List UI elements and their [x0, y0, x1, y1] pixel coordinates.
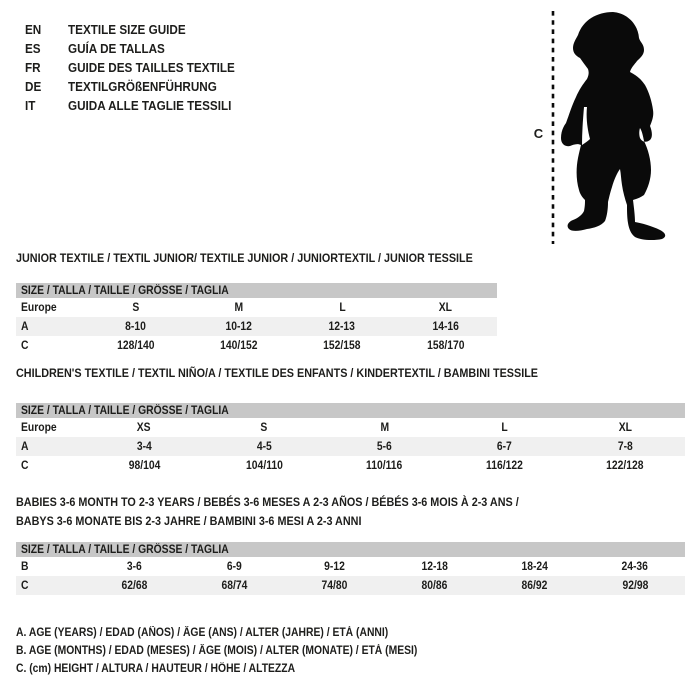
language-title-list: [25, 20, 253, 115]
baby-silhouette-icon: [535, 8, 675, 246]
size-cell: L: [338, 301, 346, 314]
value-cell: 122/128: [606, 459, 644, 472]
value-cell: 3-4: [136, 440, 152, 453]
size-cell: M: [380, 421, 389, 434]
value-cell: 140/152: [220, 339, 258, 352]
row-label: B: [21, 560, 29, 573]
size-cell: XS: [137, 421, 151, 434]
table-row-europe: [16, 298, 497, 317]
value-cell: 104/110: [245, 459, 283, 472]
language-row-en: [25, 20, 253, 39]
row-label: C: [21, 339, 29, 352]
note-age-years: A. AGE (YEARS) / EDAD (AÑOS) / ÂGE (ANS) / ALTER (JAHRE) / ETÀ (ANNI): [16, 627, 389, 639]
table-row-height: [16, 336, 497, 355]
size-cell: S: [260, 421, 268, 434]
row-label: Europe: [21, 421, 57, 434]
table-row-europe: [16, 418, 685, 437]
language-code: ES: [25, 41, 41, 56]
junior-table-title: JUNIOR TEXTILE / TEXTIL JUNIOR/ TEXTILE JUNIOR / JUNIORTEXTIL / JUNIOR TESSILE: [16, 251, 473, 265]
size-cell: XL: [618, 421, 632, 434]
baby-height-figure: [531, 6, 697, 248]
value-cell: 12-13: [328, 320, 356, 333]
row-label: A: [21, 320, 29, 333]
table-row-height: [16, 456, 685, 475]
size-cell: M: [234, 301, 244, 314]
size-header-bar: SIZE / TALLA / TAILLE / GRÖSSE / TAGLIA: [16, 403, 685, 418]
value-cell: 62/68: [121, 579, 148, 592]
language-title: GUIDA ALLE TAGLIE TESSILI: [68, 98, 232, 113]
language-row-es: [25, 39, 253, 58]
value-cell: 92/98: [621, 579, 648, 592]
row-label: Europe: [21, 301, 57, 314]
value-cell: 12-18: [421, 560, 448, 573]
language-code: EN: [25, 22, 42, 37]
value-cell: 116/122: [486, 459, 524, 472]
note-age-months: B. AGE (MONTHS) / EDAD (MESES) / ÂGE (MOIS) / ALTER (MONATE) / ETÀ (MESI): [16, 645, 418, 657]
value-cell: 6-9: [226, 560, 242, 573]
size-cell: S: [132, 301, 140, 314]
value-cell: 152/158: [323, 339, 361, 352]
value-cell: 86/92: [521, 579, 548, 592]
language-title: TEXTILGRÖßENFÜHRUNG: [68, 79, 217, 94]
value-cell: 6-7: [497, 440, 513, 453]
language-title: TEXTILE SIZE GUIDE: [68, 22, 186, 37]
value-cell: 3-6: [126, 560, 142, 573]
height-measure-label: C: [533, 126, 544, 141]
value-cell: 9-12: [324, 560, 345, 573]
row-label: C: [21, 459, 29, 472]
value-cell: 4-5: [256, 440, 272, 453]
babies-size-table: [16, 542, 685, 595]
language-row-de: [25, 77, 253, 96]
row-label: A: [21, 440, 29, 453]
row-label: C: [21, 579, 29, 592]
value-cell: 128/140: [116, 339, 155, 352]
children-size-table: [16, 403, 685, 475]
legend-notes: [16, 624, 462, 678]
value-cell: 24-36: [621, 560, 649, 573]
junior-size-table: [16, 283, 497, 355]
value-cell: 10-12: [225, 320, 253, 333]
language-code: DE: [25, 79, 42, 94]
language-title: GUIDE DES TAILLES TEXTILE: [68, 60, 235, 75]
size-header-bar: SIZE / TALLA / TAILLE / GRÖSSE / TAGLIA: [16, 542, 685, 557]
table-row-age: [16, 317, 497, 336]
children-table-title: CHILDREN'S TEXTILE / TEXTIL NIÑO/A / TEXTILE DES ENFANTS / KINDERTEXTIL / BAMBINI TESSILE: [16, 366, 539, 380]
value-cell: 74/80: [321, 579, 348, 592]
size-cell: L: [501, 421, 508, 434]
language-title: GUÍA DE TALLAS: [68, 41, 165, 56]
table-row-height: [16, 576, 685, 595]
table-row-age: [16, 437, 685, 456]
value-cell: 68/74: [221, 579, 248, 592]
note-height-cm: C. (cm) HEIGHT / ALTURA / HAUTEUR / HÖHE / ALTEZZA: [16, 663, 296, 675]
value-cell: 80/86: [421, 579, 448, 592]
value-cell: 14-16: [432, 320, 459, 333]
value-cell: 158/170: [426, 339, 465, 352]
language-row-fr: [25, 58, 253, 77]
value-cell: 5-6: [377, 440, 392, 453]
language-row-it: [25, 96, 253, 115]
value-cell: 8-10: [125, 320, 146, 333]
language-code: IT: [25, 98, 36, 113]
babies-table-title: BABIES 3-6 MONTH TO 2-3 YEARS / BEBÉS 3-6 MESES A 2-3 AÑOS / BÉBÉS 3-6 MOIS À 2-3 ANS / BABYS 3-6 MONATE BIS 2-3 JAHRE / BAMBINI 3-6 MESI A 2-3 ANNI: [16, 495, 519, 528]
size-cell: XL: [438, 301, 452, 314]
value-cell: 98/104: [128, 459, 160, 472]
language-code: FR: [25, 60, 41, 75]
value-cell: 7-8: [617, 440, 633, 453]
size-header-bar: SIZE / TALLA / TAILLE / GRÖSSE / TAGLIA: [16, 283, 497, 298]
value-cell: 18-24: [521, 560, 549, 573]
value-cell: 110/116: [366, 459, 403, 472]
table-row-months: [16, 557, 685, 576]
